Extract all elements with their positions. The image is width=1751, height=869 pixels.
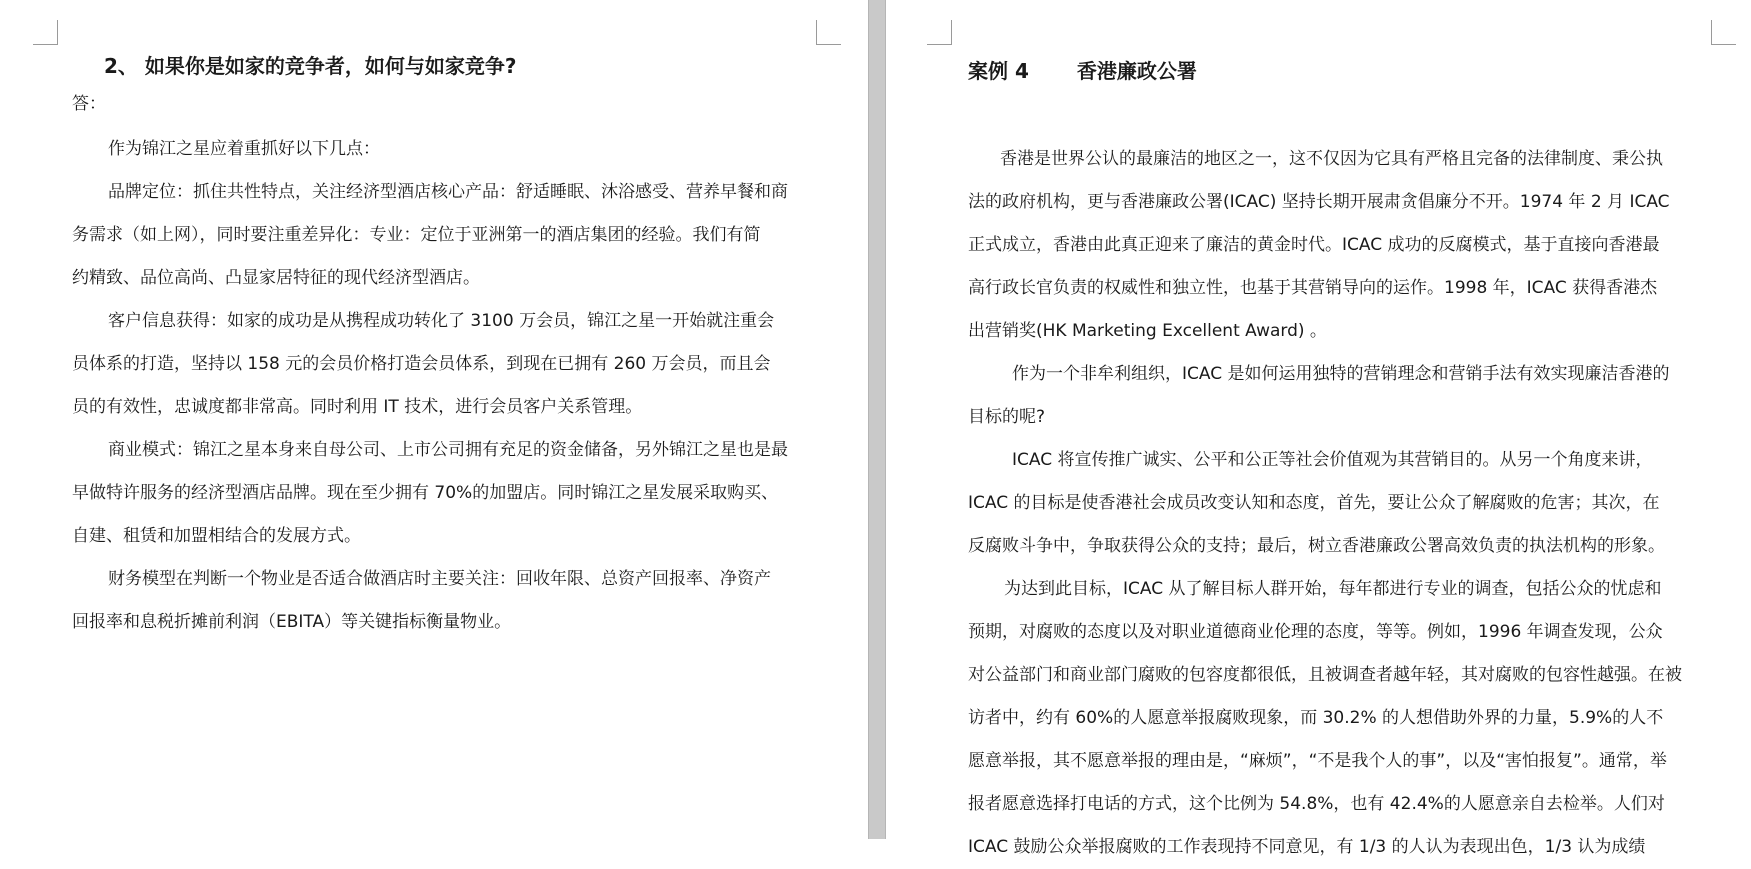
case-number: 案例 4 xyxy=(968,59,1029,83)
case-title: 香港廉政公署 xyxy=(1076,59,1197,83)
paragraph-hk-intro xyxy=(968,138,1696,353)
text-line: 目标的呢? xyxy=(968,407,1046,427)
text-line: 作为一个非牟利组织，ICAC 是如何运用独特的营销理念和营销手法有效实现廉洁香港的 xyxy=(1012,364,1670,384)
text-line: 早做特许服务的经济型酒店品牌。现在至少拥有 70%的加盟店。同时锦江之星发展采取购买、 xyxy=(72,483,779,503)
text-line: 为达到此目标，ICAC 从了解目标人群开始，每年都进行专业的调查，包括公众的忧虑和 xyxy=(1004,579,1662,599)
text-line: 正式成立，香港由此真正迎来了廉洁的黄金时代。ICAC 成功的反腐模式，基于直接向香港最 xyxy=(968,235,1660,255)
left-document-page xyxy=(0,0,868,839)
text-line: 员的有效性，忠诚度都非常高。同时利用 IT 技术，进行会员客户关系管理。 xyxy=(72,397,643,417)
text-line: ICAC 鼓励公众举报腐败的工作表现持不同意见，有 1/3 的人认为表现出色，1/3 认为成绩 xyxy=(968,837,1646,857)
text-line: 香港是世界公认的最廉洁的地区之一，这不仅因为它具有严格且完备的法律制度、秉公执 xyxy=(1000,149,1663,169)
right-document-page xyxy=(886,0,1751,857)
text-line: 回报率和息税折摊前利润（EBITA）等关键指标衡量物业。 xyxy=(72,612,512,632)
margin-corner-mark xyxy=(816,20,841,45)
text-line: 员体系的打造，坚持以 158 元的会员价格打造会员体系，到现在已拥有 260 万会员，而且会 xyxy=(72,354,771,374)
paragraph-business-model xyxy=(72,429,794,558)
answer-label: 答： xyxy=(72,94,106,114)
text-line: ICAC 将宣传推广诚实、公平和公正等社会价值观为其营销目的。从另一个角度来讲， xyxy=(1012,450,1653,470)
text-line: 愿意举报，其不愿意举报的理由是，“麻烦”，“不是我个人的事”，以及“害怕报复”。通常，举 xyxy=(968,751,1667,771)
paragraph-financial-model xyxy=(72,558,794,644)
paragraph-question xyxy=(968,353,1696,439)
paragraph-intro xyxy=(72,128,794,171)
page-gutter xyxy=(868,0,886,839)
case-heading xyxy=(968,55,1197,84)
margin-corner-mark xyxy=(1711,20,1736,45)
text-line: 报者愿意选择打电话的方式，这个比例为 54.8%，也有 42.4%的人愿意亲自去检举。人们对 xyxy=(968,794,1665,814)
margin-corner-mark xyxy=(927,20,952,45)
text-line: 财务模型在判断一个物业是否适合做酒店时主要关注：回收年限、总资产回报率、净资产 xyxy=(108,569,771,589)
text-line: 约精致、品位高尚、凸显家居特征的现代经济型酒店。 xyxy=(72,268,480,288)
paragraph-icac-goal xyxy=(968,439,1696,568)
text-line: 预期，对腐败的态度以及对职业道德商业伦理的态度，等等。例如，1996 年调查发现，公众 xyxy=(968,622,1663,642)
text-line: 自建、租赁和加盟相结合的发展方式。 xyxy=(72,526,361,546)
text-line: 客户信息获得：如家的成功是从携程成功转化了 3100 万会员，锦江之星一开始就注重会 xyxy=(108,311,775,331)
paragraph-survey xyxy=(968,568,1696,869)
text-line: 出营销奖(HK Marketing Excellent Award) 。 xyxy=(968,321,1327,341)
text-line: 商业模式：锦江之星本身来自母公司、上市公司拥有充足的资金储备，另外锦江之星也是最 xyxy=(108,440,788,460)
text-line: 作为锦江之星应着重抓好以下几点： xyxy=(108,139,380,159)
text-line: 务需求（如上网），同时要注重差异化：专业：定位于亚洲第一的酒店集团的经验。我们有简 xyxy=(72,225,761,245)
margin-corner-mark xyxy=(33,20,58,45)
text-line: 反腐败斗争中，争取获得公众的支持；最后，树立香港廉政公署高效负责的执法机构的形象。 xyxy=(968,536,1665,556)
text-line: 访者中，约有 60%的人愿意举报腐败现象，而 30.2% 的人想借助外界的力量，5.9%的人不 xyxy=(968,708,1664,728)
paragraph-brand-positioning xyxy=(72,171,794,300)
text-line: 品牌定位：抓住共性特点，关注经济型酒店核心产品：舒适睡眠、沐浴感受、营养早餐和商 xyxy=(108,182,788,202)
question-heading: 2、 如果你是如家的竞争者，如何与如家竞争? xyxy=(104,54,517,78)
text-line: 法的政府机构，更与香港廉政公署(ICAC) 坚持长期开展肃贪倡廉分不开。1974 年 2 月 ICAC xyxy=(968,192,1670,212)
paragraph-customer-info xyxy=(72,300,794,429)
text-line: ICAC 的目标是使香港社会成员改变认知和态度，首先，要让公众了解腐败的危害；其次，在 xyxy=(968,493,1660,513)
text-line: 高行政长官负责的权威性和独立性，也基于其营销导向的运作。1998 年，ICAC 获得香港杰 xyxy=(968,278,1658,298)
text-line: 对公益部门和商业部门腐败的包容度都很低，且被调查者越年轻，其对腐败的包容性越强。在被 xyxy=(968,665,1682,685)
